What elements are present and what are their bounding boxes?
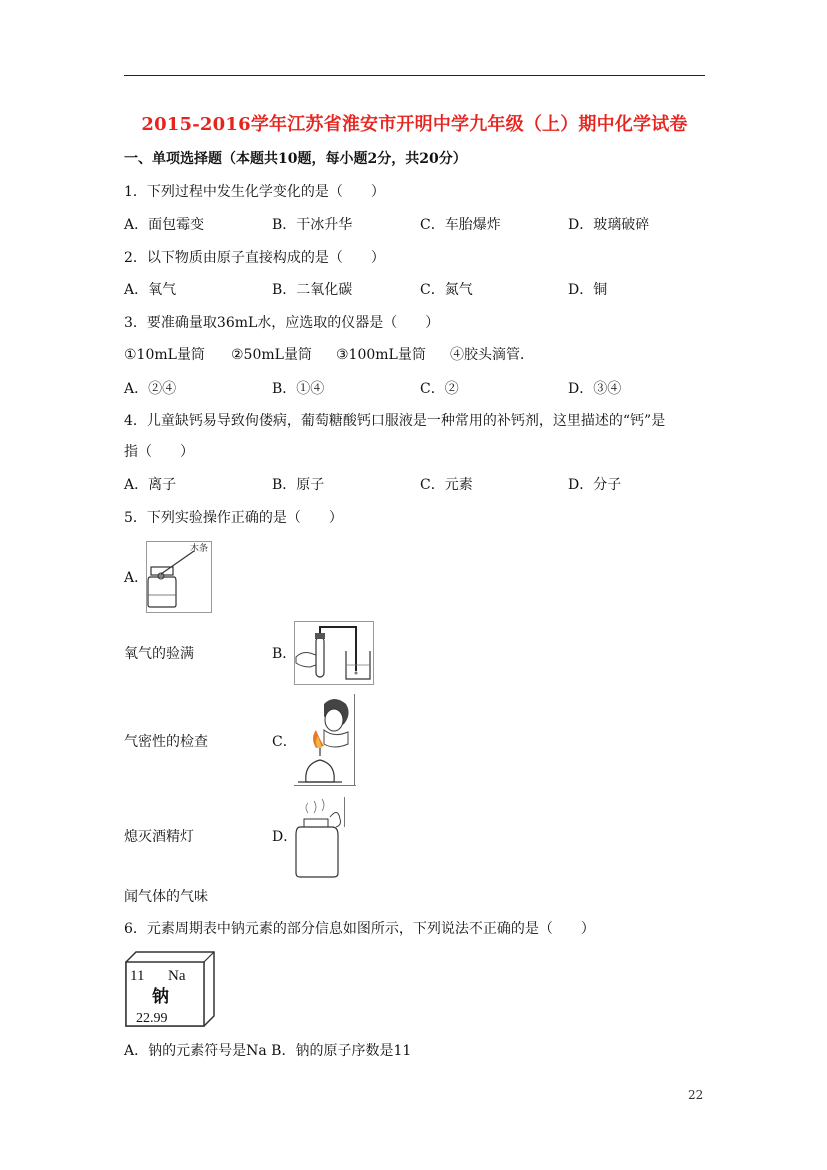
question-6-stem: 6．元素周期表中钠元素的部分信息如图所示，下列说法不正确的是（ ） <box>124 921 595 937</box>
blow-out-lamp-figure <box>294 694 356 786</box>
element-name: 钠 <box>152 987 169 1007</box>
question-4-stem-line-2: 指（ ） <box>124 444 194 460</box>
element-number: 11 <box>130 968 145 984</box>
question-5-caption-b: 气密性的检查 <box>124 734 208 750</box>
question-3-stem: 3．要准确量取36mL水，应选取的仪器是（ ） <box>124 315 440 331</box>
question-5-caption-a: 氧气的验满 <box>124 646 194 662</box>
question-3-option-d: D．③④ <box>568 381 622 397</box>
airtightness-check-figure <box>294 621 374 685</box>
question-2-option-b: B．二氧化碳 <box>272 282 353 298</box>
element-mass: 22.99 <box>136 1011 168 1026</box>
question-2-option-d: D．铜 <box>568 282 608 298</box>
question-3-option-a: A．②④ <box>124 381 177 397</box>
question-4-option-b: B．原子 <box>272 477 325 493</box>
question-5-label-d: D． <box>272 829 298 845</box>
page-title: 2015-2016学年江苏省淮安市开明中学九年级（上）期中化学试卷 <box>141 114 688 135</box>
question-6-options: A．钠的元素符号是Na B．钠的原子序数是11 <box>124 1043 412 1059</box>
question-1-stem: 1．下列过程中发生化学变化的是（ ） <box>124 184 385 200</box>
question-5-label-b: B． <box>272 646 297 662</box>
question-1-option-b: B．干冰升华 <box>272 217 353 233</box>
question-4-stem-line-1: 4．儿童缺钙易导致佝偻病，葡萄糖酸钙口服液是一种常用的补钙剂，这里描述的“钙”是 <box>124 413 666 429</box>
oxygen-test-figure <box>146 541 212 613</box>
page-number: 22 <box>688 1088 704 1102</box>
question-5-label-c: C． <box>272 734 297 750</box>
fig-a-label: 木条 <box>190 543 209 553</box>
question-2-option-c: C．氮气 <box>420 282 473 298</box>
element-symbol: Na <box>168 968 186 984</box>
question-3-option-c: C．② <box>420 381 459 397</box>
question-5-stem: 5．下列实验操作正确的是（ ） <box>124 510 343 526</box>
sodium-element-card <box>124 950 216 1028</box>
question-3-item-1: ①10mL量筒 <box>124 347 205 363</box>
question-3-item-2: ②50mL量筒 <box>231 347 312 363</box>
question-4-option-d: D．分子 <box>568 477 622 493</box>
question-3-item-4: ④胶头滴管． <box>450 347 534 363</box>
header-rule <box>124 75 705 76</box>
question-3-option-b: B．①④ <box>272 381 325 397</box>
question-4-option-a: A．离子 <box>124 477 177 493</box>
question-2-stem: 2．以下物质由原子直接构成的是（ ） <box>124 250 385 266</box>
question-1-option-c: C．车胎爆炸 <box>420 217 501 233</box>
question-1-option-a: A．面包霉变 <box>124 217 205 233</box>
question-1-option-d: D．玻璃破碎 <box>568 217 650 233</box>
question-2-option-a: A．氧气 <box>124 282 177 298</box>
section-heading: 一、单项选择题（本题共10题，每小题2分，共20分） <box>124 151 467 167</box>
question-5-label-a: A． <box>124 570 149 586</box>
smell-gas-figure <box>294 797 346 879</box>
question-4-option-c: C．元素 <box>420 477 473 493</box>
question-5-caption-c: 熄灭酒精灯 <box>124 829 194 845</box>
question-5-caption-d: 闻气体的气味 <box>124 889 208 905</box>
question-3-item-3: ③100mL量筒 <box>336 347 426 363</box>
